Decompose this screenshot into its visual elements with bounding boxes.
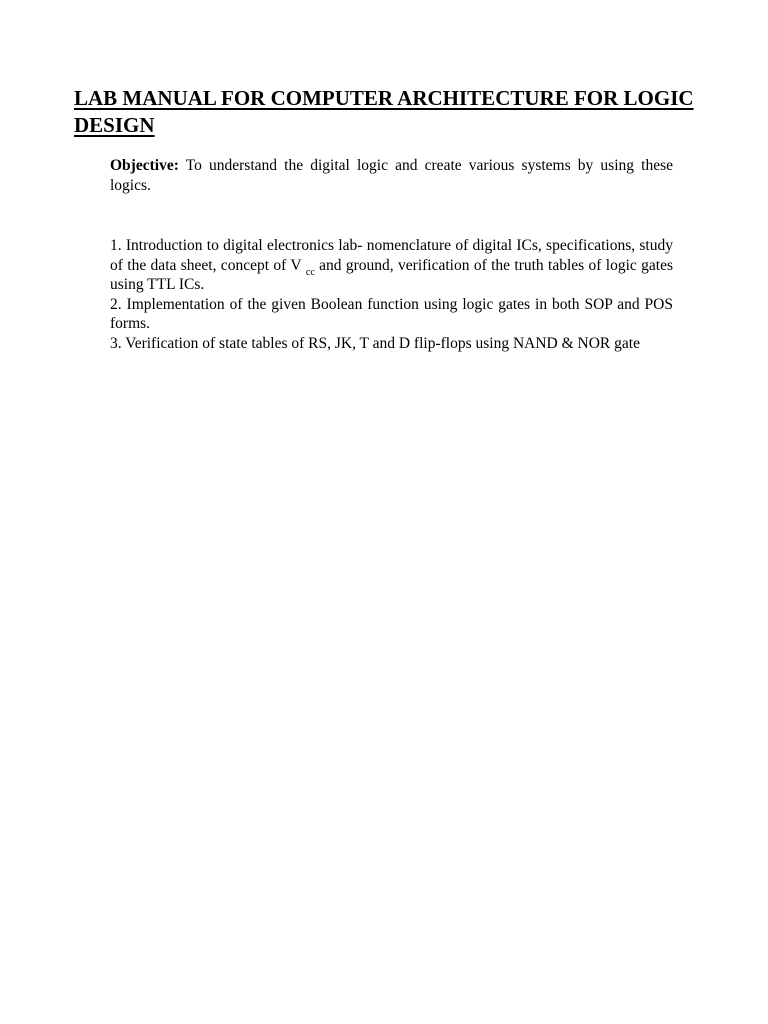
document-title [74,85,768,139]
document-title-line-1: LAB MANUAL FOR COMPUTER ARCHITECTURE FOR LOGIC [74,86,694,110]
experiment-item-1 [110,236,673,295]
objective-text: To understand the digital logic and create various systems by using these logics. [110,157,673,194]
objective-label: Objective: [110,157,179,174]
experiment-item-1-text-end: and ground, verification of the truth tables of logic gates using TTL ICs. [110,256,673,293]
experiment-item-1-text-start: 1. Introduction to digital electronics lab- nomenclature of digital ICs, specifications, study of the data sheet, concept of V [110,237,673,274]
experiment-item-3: 3. Verification of state tables of RS, JK, T and D flip-flops using NAND & NOR gate [110,334,640,352]
vcc-subscript: cc [305,266,315,278]
objective-paragraph [110,156,673,195]
document-title-line-2: DESIGN [74,113,155,137]
experiment-list [110,236,673,353]
experiment-item-2: 2. Implementation of the given Boolean function using logic gates in both SOP and POS forms. [110,295,673,332]
